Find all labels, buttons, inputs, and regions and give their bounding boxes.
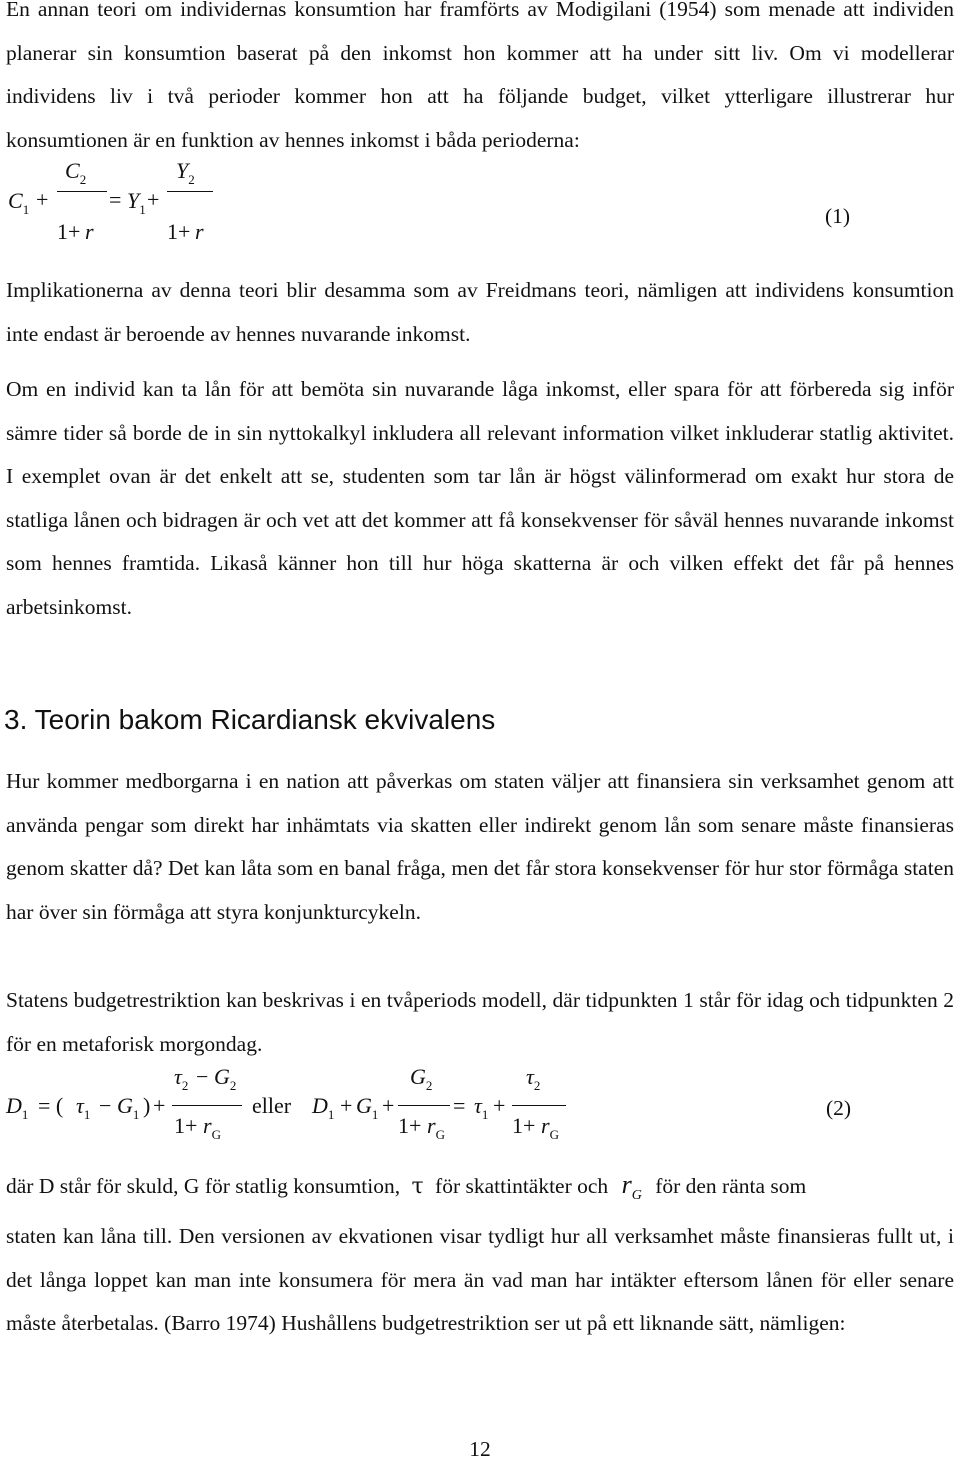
eq2-plus-2: + <box>340 1093 353 1118</box>
eq2-number: (2) <box>826 1096 852 1120</box>
eq2-close-paren: ) <box>143 1093 151 1118</box>
eq1-plus-1: + <box>36 187 49 212</box>
paragraph-financing: Hur kommer medborgarna i en nation att påverkas om staten väljer att finansiera sin verksamhet genom att använda pengar som direkt har inhämtats via skatten eller indirekt genom lån som senare måste finansieras genom skatter då? Det kan låta som en banal fråga, men det får stora konsekvenser för hur stor förmåga staten har över sin förmåga att styra konjunkturcykeln. <box>6 769 954 924</box>
paragraph-conclusion: staten kan låna till. Den versionen av ekvationen visar tydligt hur all verksamhet måste finansieras fullt ut, i det långa loppet kan man inte konsumera för mera än vad man har intäkter eftersom lånen för eller senare måste återbetalas. (Barro 1974) Hushållens budgetrestriktion ser ut på ett liknande sätt, nämligen: <box>6 1224 954 1335</box>
eq2-plus-4: + <box>493 1093 506 1118</box>
eq2-eq-paren: = ( <box>38 1093 64 1118</box>
eq1-plus-2: + <box>147 187 160 212</box>
eq1-den-1: 1+ <box>57 219 81 244</box>
eq2-g1-b: $G_1$ <box>356 1093 379 1122</box>
eq2-fraction-bar-2 <box>398 1105 450 1106</box>
paragraph-borrowing: Om en individ kan ta lån för att bemöta sin nuvarande låga inkomst, eller spara för att förbereda sig inför sämre tider så borde de in sin nyttokalkyl inkludera all relevant information vilket inkluderar statlig aktivitet. I exemplet ovan är det enkelt att se, studenten som tar lån är högst välinformerad om exakt hur stora de statliga lånen och bidragen är och vet att det kommer att få konsekvenser för såväl hennes nuvarande inkomst som hennes framtida. Likaså känner hon till hur höga skatterna är och vilken effekt det får på hennes arbetsinkomst. <box>6 377 954 619</box>
eq2-den-1: 1+ <box>174 1113 198 1138</box>
eq2-minus-1: − <box>99 1093 112 1118</box>
eq2-g1: $G_1$ <box>117 1093 140 1122</box>
eq1-number: (1) <box>825 204 851 228</box>
eq2-rg-3: $r_G$ <box>541 1113 559 1142</box>
eq2-rg-1: $r_G$ <box>203 1113 221 1142</box>
paragraph-intro: En annan teori om individernas konsumtion har framförts av Modigilani (1954) som menade att individen planerar sin konsumtion baserat på den inkomst hon kommer att ha under sitt liv. Om vi modellerar individens liv i två perioder kommer hon att ha följande budget, vilket ytterligare illustrerar hur konsumtionen är en funktion av hennes inkomst i båda perioderna: <box>6 0 954 152</box>
section-heading: 3. Teorin bakom Ricardiansk ekvivalens <box>4 704 496 735</box>
eq2-tau1: $\tau_1$ <box>76 1093 91 1122</box>
eq2-plus-1: + <box>153 1093 166 1118</box>
eq2-plus-3: + <box>382 1093 395 1118</box>
eq2-eller: eller <box>252 1093 292 1118</box>
eq2-fraction-bar-1 <box>172 1105 242 1106</box>
eq1-y1: $Y_1$ <box>127 188 146 217</box>
eq2-tau2: $\tau_2$ <box>174 1064 189 1093</box>
eq2-minus-2: − <box>196 1064 209 1089</box>
eq1-c1: $C_1$ <box>8 188 30 217</box>
eq1-y2: $Y_2$ <box>176 158 195 187</box>
definitions-text-2: för skattintäkter och <box>435 1174 609 1198</box>
eq2-tau1-b: $\tau_1$ <box>474 1093 489 1122</box>
paragraph-definitions <box>6 1163 954 1212</box>
eq1-den-2: 1+ <box>167 219 191 244</box>
eq2-equals: = <box>453 1093 466 1118</box>
eq2-d1-b: $D_1$ <box>312 1093 335 1122</box>
eq1-r-1: r <box>85 219 94 244</box>
r-symbol: r <box>621 1170 632 1199</box>
definitions-text-1: där D står för skuld, G för statlig konsumtion, <box>6 1174 401 1198</box>
eq1-equals: = <box>109 187 122 212</box>
eq1-c2: $C_2$ <box>65 158 87 187</box>
paragraph-budget: Statens budgetrestriktion kan beskrivas i en tvåperiods modell, där tidpunkten 1 står för idag och tidpunkten 2 för en metaforisk morgondag. <box>6 988 954 1056</box>
eq2-g2-b: $G_2$ <box>410 1064 433 1093</box>
definitions-text-3: för den ränta som <box>655 1174 807 1198</box>
eq2-den-2: 1+ <box>398 1113 422 1138</box>
page-number: 12 <box>469 1437 491 1461</box>
eq2-den-3: 1+ <box>512 1113 536 1138</box>
eq2-g2: $G_2$ <box>214 1064 237 1093</box>
eq1-r-2: r <box>195 219 204 244</box>
eq2-fraction-bar-3 <box>512 1105 566 1106</box>
eq2-d1: $D_1$ <box>6 1093 29 1122</box>
eq2-rg-2: $r_G$ <box>427 1113 445 1142</box>
tau-symbol: τ <box>411 1174 424 1199</box>
paragraph-implications: Implikationerna av denna teori blir desamma som av Freidmans teori, nämligen att individens konsumtion inte endast är beroende av hennes nuvarande inkomst. <box>6 278 954 346</box>
eq2-tau2-b: $\tau_2$ <box>526 1064 541 1093</box>
r-subscript: G <box>631 1188 642 1203</box>
